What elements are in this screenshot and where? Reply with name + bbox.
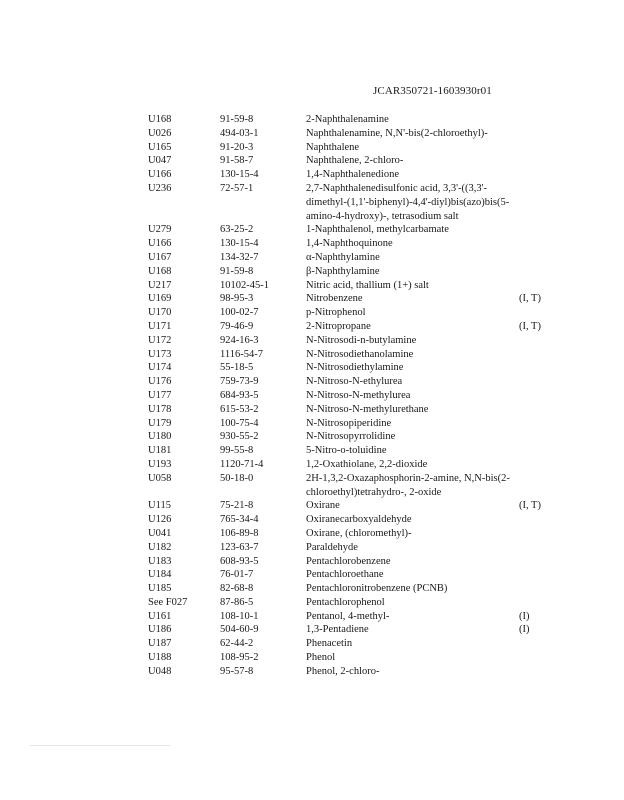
table-row: [148, 141, 588, 155]
waste-code: U026: [148, 127, 172, 139]
chemical-name: N-Nitrosopiperidine: [306, 417, 392, 429]
cas-number: 930-55-2: [220, 431, 259, 443]
waste-code: U169: [148, 293, 172, 305]
table-row: [148, 568, 588, 582]
table-row: [148, 306, 588, 320]
waste-code: U279: [148, 224, 172, 236]
table-row: [148, 513, 588, 527]
footer-divider: [30, 745, 170, 746]
cas-number: 100-75-4: [220, 417, 259, 429]
waste-code: U171: [148, 320, 172, 332]
waste-code: U170: [148, 307, 172, 319]
chemical-name: Oxiranecarboxyaldehyde: [306, 514, 412, 526]
hazard-code: (I): [519, 610, 530, 622]
chemical-name: Naphthalenamine, N,N'-bis(2-chloroethyl)-: [306, 127, 488, 139]
table-row: [148, 127, 588, 141]
waste-code: U182: [148, 541, 172, 553]
cas-number: 72-57-1: [220, 182, 254, 194]
cas-number: 79-46-9: [220, 320, 254, 332]
cas-number: 494-03-1: [220, 127, 259, 139]
table-row: [148, 499, 588, 513]
table-row: [148, 541, 588, 555]
waste-code: U168: [148, 114, 172, 125]
table-row: [148, 348, 588, 362]
table-row: [148, 361, 588, 375]
chemical-name: Pentachlorophenol: [306, 596, 385, 608]
chemical-name: Naphthalene, 2-chloro-: [306, 155, 404, 167]
table-row: [148, 444, 588, 458]
cas-number: 123-63-7: [220, 541, 259, 553]
table-row: [148, 623, 588, 637]
waste-code: U176: [148, 376, 172, 388]
cas-number: 63-25-2: [220, 224, 254, 236]
chemical-name: 1,3-Pentadiene: [306, 624, 369, 636]
chemical-name: Pentachloroethane: [306, 569, 384, 581]
chemical-name: p-Nitrophenol: [306, 307, 366, 319]
waste-code: U166: [148, 238, 172, 250]
chemical-name: Oxirane, (chloromethyl)-: [306, 527, 412, 539]
chemical-name: 2,7-Naphthalenedisulfonic acid, 3,3'-((3,3'-dimethyl-(1,1'-biphenyl)-4,4'-diyl)bis(azo)bis(5-amino-4-hydroxy)-, tetrasodium salt: [306, 182, 510, 222]
chemical-name: 2-Nitropropane: [306, 320, 371, 332]
table-row: [148, 375, 588, 389]
waste-code: U173: [148, 348, 172, 360]
chemical-name: Phenacetin: [306, 638, 353, 650]
cas-number: 130-15-4: [220, 238, 259, 250]
cas-number: 91-20-3: [220, 141, 254, 153]
waste-code: U183: [148, 555, 172, 567]
cas-number: 62-44-2: [220, 638, 254, 650]
cas-number: 106-89-8: [220, 527, 259, 539]
chemical-name: N-Nitrosodi-n-butylamine: [306, 334, 417, 346]
waste-code: U185: [148, 583, 172, 595]
cas-number: 504-60-9: [220, 624, 259, 636]
cas-number: 100-02-7: [220, 307, 259, 319]
cas-number: 98-95-3: [220, 293, 254, 305]
document-id: JCAR350721-1603930r01: [373, 85, 492, 97]
chemical-name: N-Nitroso-N-methylurethane: [306, 403, 429, 415]
chemical-name: Pentachloronitrobenzene (PCNB): [306, 583, 448, 595]
waste-code: U161: [148, 610, 172, 622]
chemical-name: 2H-1,3,2-Oxazaphosphorin-2-amine, N,N-bis(2-chloroethyl)tetrahydro-, 2-oxide: [306, 472, 510, 498]
hazard-code: (I, T): [519, 320, 541, 332]
waste-code: U048: [148, 665, 172, 677]
table-row: [148, 279, 588, 293]
cas-number: 130-15-4: [220, 169, 259, 181]
table-row: [148, 665, 588, 679]
table-row: [148, 334, 588, 348]
chemical-name: N-Nitroso-N-ethylurea: [306, 376, 403, 388]
cas-number: 95-57-8: [220, 665, 254, 677]
waste-code: U172: [148, 334, 172, 346]
chemical-name: 1,2-Oxathiolane, 2,2-dioxide: [306, 458, 428, 470]
waste-code: U184: [148, 569, 172, 581]
table-row: [148, 182, 588, 223]
table-row: [148, 430, 588, 444]
chemical-name: 2-Naphthalenamine: [306, 114, 389, 125]
hazard-code: (I, T): [519, 500, 541, 512]
chemical-name: N-Nitrosodiethanolamine: [306, 348, 414, 360]
waste-code: U186: [148, 624, 172, 636]
cas-number: 608-93-5: [220, 555, 259, 567]
waste-code: U167: [148, 251, 172, 263]
table-row: [148, 251, 588, 265]
table-row: [148, 320, 588, 334]
chemical-name: Pentanol, 4-methyl-: [306, 610, 390, 622]
cas-number: 615-53-2: [220, 403, 259, 415]
waste-code: See F027: [148, 596, 188, 608]
waste-code: U177: [148, 389, 172, 401]
chemical-name: Pentachlorobenzene: [306, 555, 391, 567]
table-row: [148, 582, 588, 596]
table-row: [148, 403, 588, 417]
cas-number: 76-01-7: [220, 569, 254, 581]
table-row: [148, 237, 588, 251]
chemical-name: α-Naphthylamine: [306, 251, 380, 263]
waste-code: U217: [148, 279, 172, 291]
cas-number: 684-93-5: [220, 389, 259, 401]
table-row: [148, 168, 588, 182]
chemical-name: N-Nitrosodiethylamine: [306, 362, 404, 374]
waste-code: U178: [148, 403, 172, 415]
cas-number: 759-73-9: [220, 376, 259, 388]
waste-code: U166: [148, 169, 172, 181]
table-row: [148, 389, 588, 403]
cas-number: 765-34-4: [220, 514, 259, 526]
waste-code: U165: [148, 141, 172, 153]
hazard-code: (I): [519, 624, 530, 636]
table-row: [148, 527, 588, 541]
cas-number: 1120-71-4: [220, 458, 264, 470]
table-row: [148, 651, 588, 665]
cas-number: 924-16-3: [220, 334, 259, 346]
waste-code: U047: [148, 155, 172, 167]
cas-number: 91-59-8: [220, 114, 254, 125]
waste-code: U193: [148, 458, 172, 470]
table-row: [148, 472, 588, 500]
waste-code: U188: [148, 652, 172, 664]
waste-code-table: [148, 113, 588, 679]
table-row: [148, 223, 588, 237]
table-row: [148, 113, 588, 127]
waste-code: U168: [148, 265, 172, 277]
cas-number: 99-55-8: [220, 445, 254, 457]
waste-code: U180: [148, 431, 172, 443]
waste-code: U058: [148, 472, 172, 484]
cas-number: 75-21-8: [220, 500, 254, 512]
table-row: [148, 265, 588, 279]
chemical-name: Nitric acid, thallium (1+) salt: [306, 279, 429, 291]
chemical-name: β-Naphthylamine: [306, 265, 380, 277]
waste-code: U126: [148, 514, 172, 526]
table-row: [148, 458, 588, 472]
cas-number: 134-32-7: [220, 251, 259, 263]
waste-code: U236: [148, 182, 172, 194]
chemical-name: Paraldehyde: [306, 541, 358, 553]
table-row: [148, 610, 588, 624]
chemical-name: N-Nitroso-N-methylurea: [306, 389, 411, 401]
table-row: [148, 292, 588, 306]
chemical-name: Oxirane: [306, 500, 340, 512]
cas-number: 50-18-0: [220, 472, 254, 484]
chemical-name: N-Nitrosopyrrolidine: [306, 431, 396, 443]
hazard-code: (I, T): [519, 293, 541, 305]
waste-code: U041: [148, 527, 172, 539]
waste-code: U181: [148, 445, 172, 457]
cas-number: 91-59-8: [220, 265, 254, 277]
cas-number: 1116-54-7: [220, 348, 263, 360]
table-row: [148, 154, 588, 168]
cas-number: 87-86-5: [220, 596, 254, 608]
waste-code: U179: [148, 417, 172, 429]
cas-number: 10102-45-1: [220, 279, 269, 291]
cas-number: 55-18-5: [220, 362, 254, 374]
cas-number: 108-10-1: [220, 610, 259, 622]
waste-code: U115: [148, 500, 171, 512]
chemical-name: Phenol: [306, 652, 336, 664]
table-row: [148, 596, 588, 610]
chemical-name: Naphthalene: [306, 141, 360, 153]
waste-code: U174: [148, 362, 172, 374]
cas-number: 82-68-8: [220, 583, 254, 595]
chemical-name: 1-Naphthalenol, methylcarbamate: [306, 224, 449, 236]
cas-number: 108-95-2: [220, 652, 259, 664]
chemical-name: 1,4-Naphthoquinone: [306, 238, 393, 250]
table-row: [148, 555, 588, 569]
waste-code: U187: [148, 638, 172, 650]
table-row: [148, 637, 588, 651]
chemical-name: Nitrobenzene: [306, 293, 363, 305]
cas-number: 91-58-7: [220, 155, 254, 167]
chemical-name: 1,4-Naphthalenedione: [306, 169, 400, 181]
chemical-name: Phenol, 2-chloro-: [306, 665, 380, 677]
chemical-name: 5-Nitro-o-toluidine: [306, 445, 387, 457]
table-row: [148, 417, 588, 431]
